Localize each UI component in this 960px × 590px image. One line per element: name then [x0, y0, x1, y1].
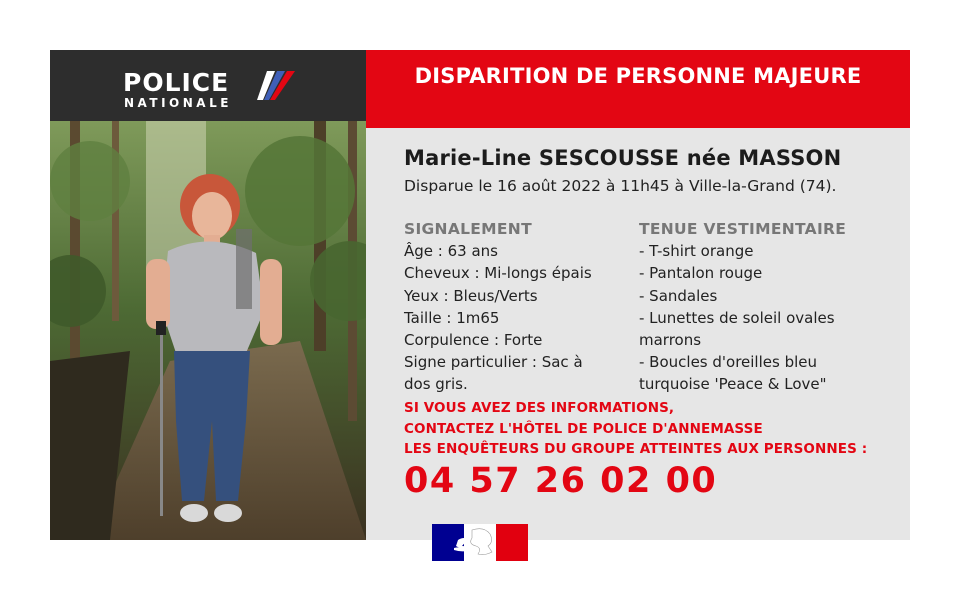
signalement-line: Âge : 63 ans: [404, 242, 498, 261]
info-panel: [366, 128, 910, 540]
signalement-line: Cheveux : Mi-longs épais: [404, 264, 592, 283]
phone-number[interactable]: 04 57 26 02 00: [404, 461, 718, 501]
appeal-line: SI VOUS AVEZ DES INFORMATIONS,: [404, 400, 675, 416]
tenue-line: turquoise 'Peace & Love": [639, 375, 827, 394]
tenue-line: - T-shirt orange: [639, 242, 754, 261]
signalement-section: [404, 218, 626, 396]
tenue-line: - Sandales: [639, 286, 718, 305]
tenue-line: - Pantalon rouge: [639, 264, 763, 283]
appeal-line: CONTACTEZ L'HÔTEL DE POLICE D'ANNEMASSE: [404, 420, 763, 437]
header-title: DISPARITION DE PERSONNE MAJEURE: [414, 64, 862, 88]
tenue-title: TENUE VESTIMENTAIRE: [639, 220, 847, 238]
marianne-republique-icon: [432, 524, 528, 561]
signalement-line: Signe particulier : Sac à: [404, 353, 583, 372]
header-banner: [366, 50, 910, 128]
missing-person-poster: [50, 50, 910, 540]
disappearance-details: Disparue le 16 août 2022 à 11h45 à Ville-la-Grand (74).: [404, 177, 837, 195]
signalement-line: dos gris.: [404, 375, 468, 394]
signalement-line: Yeux : Bleus/Verts: [404, 286, 538, 305]
appeal-line: LES ENQUÊTEURS DU GROUPE ATTEINTES AUX PERSONNES :: [404, 441, 868, 457]
logo-police-text: POLICE: [123, 68, 230, 97]
tenue-line: - Lunettes de soleil ovales: [639, 308, 835, 327]
signalement-line: Corpulence : Forte: [404, 331, 543, 350]
missing-person-photo: [50, 121, 366, 540]
tenue-line: - Boucles d'oreilles bleu: [639, 353, 818, 372]
police-nationale-logo: [50, 50, 366, 121]
photo-illustration: [50, 121, 366, 540]
person-name: Marie-Line SESCOUSSE née MASSON: [404, 146, 842, 170]
police-wings-icon: [255, 70, 297, 104]
logo-nationale-text: NATIONALE: [124, 96, 232, 110]
tenue-line: marrons: [639, 331, 702, 350]
tenue-section: [639, 218, 884, 396]
appeal-text: [404, 398, 867, 460]
signalement-line: Taille : 1m65: [404, 308, 500, 327]
signalement-title: SIGNALEMENT: [404, 220, 532, 238]
